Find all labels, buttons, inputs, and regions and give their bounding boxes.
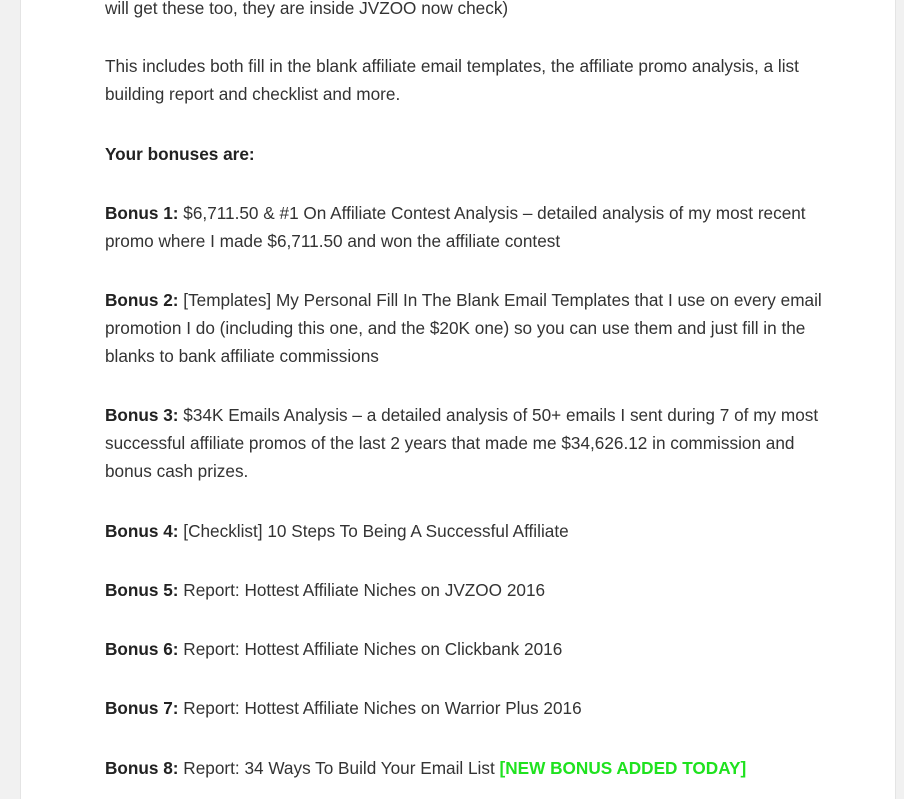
bonus-label: Bonus 7: — [105, 698, 179, 718]
bonus-text: [Templates] My Personal Fill In The Blank Email Templates that I use on every email promotion I do (including this one, and the $20K one) so you can use them and just fill in the blanks to bank affiliate commissions — [105, 290, 822, 366]
bonus-label: Bonus 8: — [105, 758, 179, 778]
bonus-label: Bonus 4: — [105, 521, 179, 541]
bonus-text: [Checklist] 10 Steps To Being A Successful Affiliate — [178, 521, 569, 541]
bonus-text: Report: Hottest Affiliate Niches on Warrior Plus 2016 — [178, 698, 582, 718]
new-bonus-badge: [NEW BONUS ADDED TODAY] — [499, 758, 747, 778]
bonus-text: Report: Hottest Affiliate Niches on Clickbank 2016 — [178, 639, 563, 659]
bonus-item-8 — [105, 754, 845, 782]
bonus-item-1 — [105, 199, 845, 255]
bonus-item-4 — [105, 517, 845, 545]
bonus-label: Bonus 3: — [105, 405, 179, 425]
bonus-text: $6,711.50 & #1 On Affiliate Contest Analysis – detailed analysis of my most recent promo where I made $6,711.50 and won the affiliate contest — [105, 203, 806, 251]
bonus-label: Bonus 5: — [105, 580, 179, 600]
bonus-label: Bonus 6: — [105, 639, 179, 659]
bonuses-heading: Your bonuses are: — [105, 144, 255, 164]
bonus-text: Report: 34 Ways To Build Your Email List — [178, 758, 500, 778]
content-area — [20, 0, 896, 799]
bonus-item-7 — [105, 694, 845, 722]
bonus-text: $34K Emails Analysis – a detailed analysis of 50+ emails I sent during 7 of my most successful affiliate promos of the last 2 years that made me $34,626.12 in commission and bonus cash prizes. — [105, 405, 819, 481]
intro-paragraph-end: will get these too, they are inside JVZOO now check) — [105, 0, 509, 18]
bonus-item-6 — [105, 635, 845, 663]
bonus-label: Bonus 2: — [105, 290, 179, 310]
bonus-text: Report: Hottest Affiliate Niches on JVZOO 2016 — [178, 580, 546, 600]
bonus-label: Bonus 1: — [105, 203, 179, 223]
bonus-item-3 — [105, 401, 845, 485]
bonus-item-2 — [105, 286, 845, 370]
includes-paragraph: This includes both fill in the blank affiliate email templates, the affiliate promo analysis, a list building report and checklist and more. — [105, 56, 799, 104]
bonus-item-5 — [105, 576, 845, 604]
